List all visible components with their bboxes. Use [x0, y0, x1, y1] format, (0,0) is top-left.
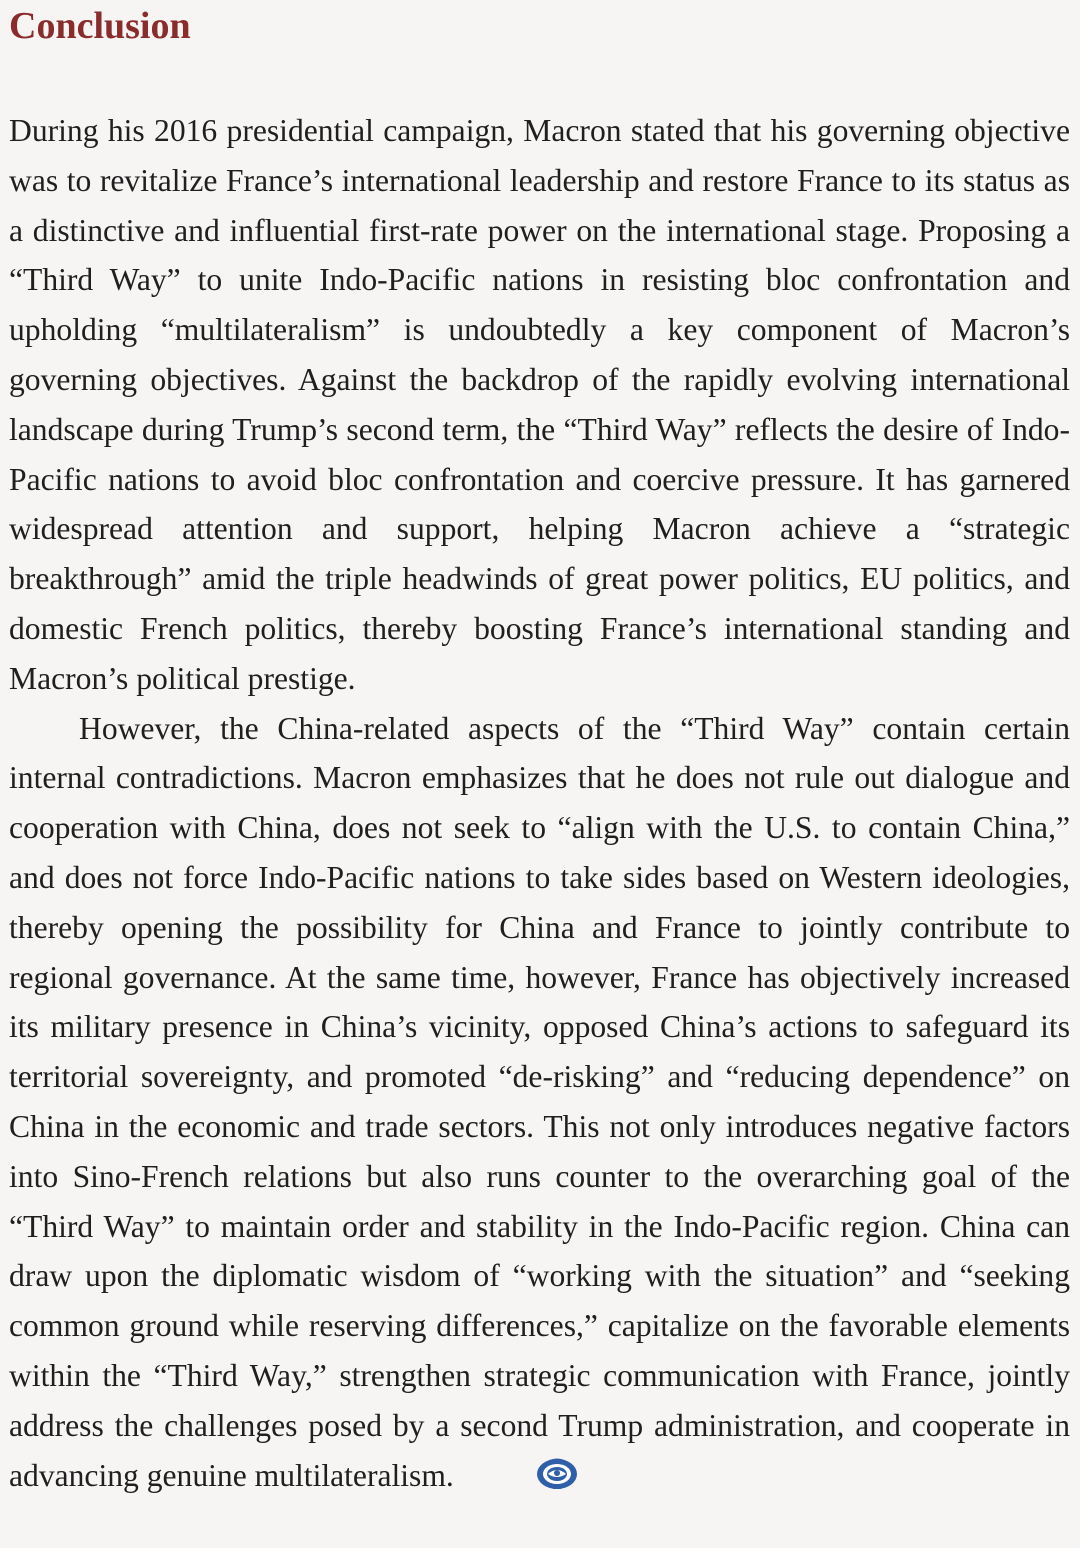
article-body: [9, 106, 1070, 1500]
paragraph-2: [9, 704, 1070, 1501]
section-heading: Conclusion: [9, 5, 191, 47]
paragraph-1: During his 2016 presidential campaign, Macron stated that his governing objective was to revitalize France’s international leadership and restore France to its status as a distinctive and influential first-rate power on the international stage. Proposing a “Third Way” to unite Indo-Pacific nations in resisting bloc confrontation and upholding “multilateralism” is undoubtedly a key component of Macron’s governing objectives. Against the backdrop of the rapidly evolving international landscape during Trump’s second term, the “Third Way” reflects the desire of Indo-Pacific nations to avoid bloc confrontation and coercive pressure. It has garnered widespread attention and support, helping Macron achieve a “strategic breakthrough” amid the triple headwinds of great power politics, EU politics, and domestic French politics, thereby boosting France’s international standing and Macron’s political prestige.: [9, 113, 1070, 696]
paragraph-2-text: However, the China-related aspects of the “Third Way” contain certain internal contradictions. Macron emphasizes that he does not rule out dialogue and cooperation with China, does not seek to “align with the U.S. to contain China,” and does not force Indo-Pacific nations to take sides based on Western ideologies, thereby opening the possibility for China and France to jointly contribute to regional governance. At the same time, however, France has objectively increased its military presence in China’s vicinity, opposed China’s actions to safeguard its territorial sovereignty, and promoted “de-risking” and “reducing dependence” on China in the economic and trade sectors. This not only introduces negative factors into Sino-French relations but also runs counter to the overarching goal of the “Third Way” to maintain order and stability in the Indo-Pacific region. China can draw upon the diplomatic wisdom of “working with the situation” and “seeking common ground while reserving differences,” capitalize on the favorable elements within the “Third Way,” strengthen strategic communication with France, jointly address the challenges posed by a second Trump administration, and cooperate in advancing genuine multilateralism.: [9, 710, 1070, 1493]
institution-emblem-icon: [466, 1455, 508, 1489]
